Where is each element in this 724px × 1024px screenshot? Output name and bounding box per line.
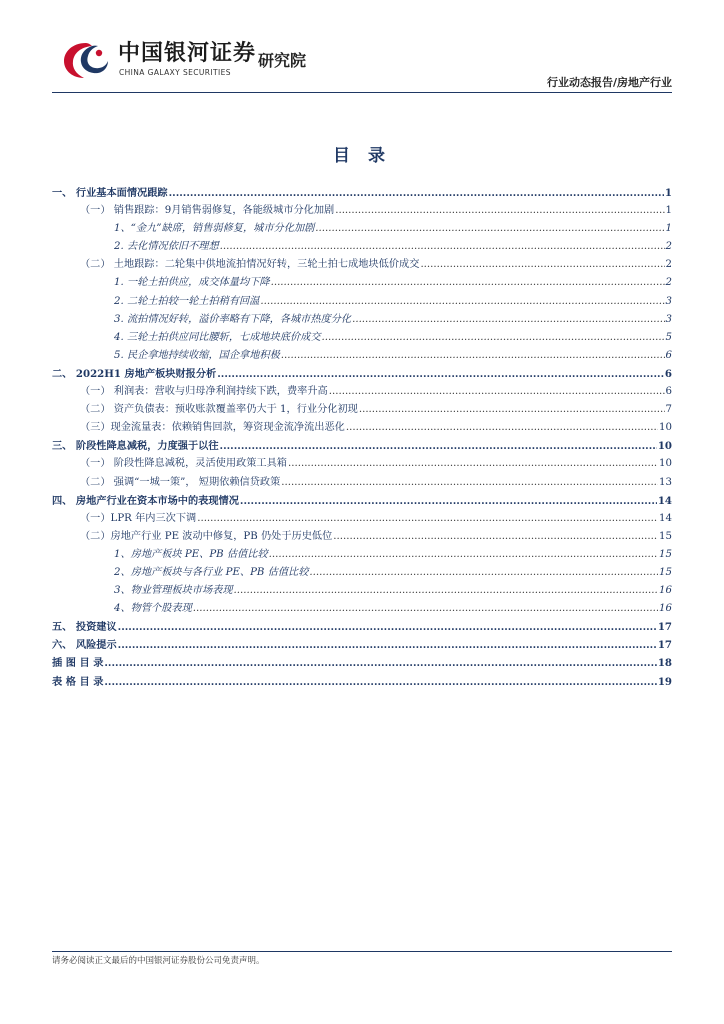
toc-entry-label: （三）现金流量表：依赖销售回款，筹资现金流净流出恶化 — [80, 422, 345, 434]
toc-entry-level2[interactable] — [52, 256, 672, 274]
toc-entry-level2[interactable] — [52, 419, 672, 437]
toc-entry-level3[interactable] — [52, 293, 672, 311]
toc-entry-page-number: 6 — [665, 386, 672, 398]
report-type: 行业动态报告/房地产行业 — [546, 76, 672, 89]
toc-entry-page-number: 17 — [657, 621, 672, 634]
toc-entry-page-number: 19 — [657, 675, 672, 688]
toc-entry-page-number: 1 — [664, 187, 672, 199]
toc-entry-level2[interactable] — [52, 401, 672, 419]
toc-entry-page-number: 1 — [665, 205, 672, 217]
toc-entry-label: （一） 阶段性降息减税，灵活使用政策工具箱 — [80, 458, 287, 470]
toc-dot-leader — [220, 437, 657, 455]
toc-entry-page-number: 2 — [665, 277, 672, 289]
toc-dot-leader — [234, 582, 658, 600]
toc-entry-page-number: 14 — [659, 512, 672, 524]
toc-dot-leader — [352, 311, 664, 329]
toc-dot-leader — [104, 654, 656, 672]
toc-entry-level2[interactable] — [52, 474, 672, 492]
toc-dot-leader — [217, 365, 664, 383]
toc-entry-page-number: 15 — [659, 566, 672, 578]
toc-entry-level3[interactable] — [52, 311, 672, 329]
toc-entry-label: 2. 去化情况依旧不理想 — [114, 241, 219, 253]
toc-dot-leader — [420, 256, 664, 274]
toc-dot-leader — [269, 546, 658, 564]
toc-entry-page-number: 2 — [665, 259, 672, 271]
page-header — [0, 0, 724, 92]
toc-entry-label: 四、 房地产行业在资本市场中的表现情况 — [52, 494, 239, 507]
toc-dot-leader — [322, 329, 665, 347]
toc-entry-label: （二） 资产负债表：预收账款覆盖率仍大于 1，行业分化初现 — [80, 404, 358, 416]
toc-entry-page-number: 3 — [665, 313, 672, 325]
toc-dot-leader — [197, 510, 658, 528]
toc-entry-level3[interactable] — [52, 238, 672, 256]
toc-entry-page-number: 10 — [659, 422, 672, 434]
toc-entry-level1[interactable] — [52, 673, 672, 691]
toc-dot-leader — [193, 600, 658, 618]
toc-entry-page-number: 15 — [659, 530, 672, 542]
toc-entry-level2[interactable] — [52, 510, 672, 528]
toc-entry-page-number: 5 — [665, 331, 672, 343]
toc-entry-page-number: 2 — [665, 241, 672, 253]
toc-dot-leader — [118, 636, 657, 654]
toc-entry-level3[interactable] — [52, 546, 672, 564]
toc-entry-label: 三、 阶段性降息减税，力度强于以往 — [52, 440, 219, 453]
toc-dot-leader — [281, 474, 658, 492]
toc-dot-leader — [271, 274, 665, 292]
galaxy-logo-icon — [62, 40, 110, 80]
toc-entry-level2[interactable] — [52, 528, 672, 546]
toc-entry-label: 表 格 目 录 — [52, 675, 104, 688]
toc-entry-page-number: 6 — [664, 367, 672, 380]
toc-dot-leader — [220, 238, 665, 256]
toc-entry-level3[interactable] — [52, 564, 672, 582]
toc-entry-level3[interactable] — [52, 582, 672, 600]
toc-entry-label: （一）LPR 年内三次下调 — [80, 512, 197, 524]
toc-entry-page-number: 10 — [657, 440, 672, 453]
toc-entry-level3[interactable] — [52, 347, 672, 365]
toc-entry-page-number: 6 — [665, 349, 672, 361]
toc-dot-leader — [281, 347, 665, 365]
brand-name-en: CHINA GALAXY SECURITIES — [119, 68, 231, 77]
toc-dot-leader — [309, 564, 658, 582]
toc-entry-label: 4. 三轮土拍供应同比腰斩，七成地块底价成交 — [114, 331, 321, 343]
toc-entry-label: 4、物管个股表现 — [114, 603, 192, 615]
toc-entry-page-number: 7 — [665, 404, 672, 416]
toc-dot-leader — [169, 184, 664, 202]
toc-entry-level1[interactable] — [52, 365, 672, 383]
toc-entry-level2[interactable] — [52, 455, 672, 473]
toc-entry-label: 2. 二轮土拍较一轮土拍稍有回温 — [114, 295, 260, 307]
header-divider — [52, 92, 672, 93]
toc-entry-label: 1、“金九”缺席，销售弱修复，城市分化加剧 — [114, 223, 315, 235]
toc-entry-page-number: 15 — [659, 548, 672, 560]
toc-entry-page-number: 3 — [665, 295, 672, 307]
toc-entry-label: 3、物业管理板块市场表现 — [114, 585, 233, 597]
brand-subtitle: 研究院 — [258, 51, 307, 70]
toc-entry-label: （二）房地产行业 PE 波动中修复，PB 仍处于历史低位 — [80, 530, 333, 542]
toc-dot-leader — [118, 618, 657, 636]
toc-dot-leader — [288, 455, 658, 473]
toc-entry-label: 插 图 目 录 — [52, 657, 104, 670]
toc-dot-leader — [240, 492, 657, 510]
toc-dot-leader — [335, 202, 664, 220]
toc-entry-label: （二） 强调“一城一策”， 短期依赖信贷政策 — [80, 476, 281, 488]
toc-entry-label: （一） 利润表：营收与归母净利润持续下跌，费率升高 — [80, 386, 328, 398]
toc-dot-leader — [315, 220, 664, 238]
toc-entry-label: （一） 销售跟踪：9月销售弱修复，各能级城市分化加剧 — [80, 205, 335, 217]
toc-entry-level1[interactable] — [52, 618, 672, 636]
toc-dot-leader — [359, 401, 665, 419]
toc-entry-level1[interactable] — [52, 437, 672, 455]
toc-entry-label: 3. 流拍情况好转，溢价率略有下降，各城市热度分化 — [114, 313, 352, 325]
toc-entry-label: 五、 投资建议 — [52, 621, 117, 634]
toc-entry-level3[interactable] — [52, 600, 672, 618]
toc-entry-page-number: 18 — [657, 657, 672, 670]
toc-entry-label: 六、 风险提示 — [52, 639, 117, 652]
toc-title: 目 录 — [333, 146, 391, 166]
toc-dot-leader — [333, 528, 658, 546]
toc-dot-leader — [104, 673, 656, 691]
toc-dot-leader — [346, 419, 658, 437]
toc-entry-page-number: 14 — [657, 494, 672, 507]
toc-entry-page-number: 17 — [657, 639, 672, 652]
brand-name-cn: 中国银河证券 — [118, 41, 257, 66]
toc-entry-label: 2、房地产板块与各行业 PE、PB 估值比较 — [114, 566, 309, 578]
toc-entry-page-number: 13 — [659, 476, 672, 488]
toc-entry-level3[interactable] — [52, 220, 672, 238]
footer-disclaimer: 请务必阅读正文最后的中国银河证券股份公司免责声明。 — [52, 956, 265, 966]
toc-entry-label: 5. 民企拿地持续收缩，国企拿地积极 — [114, 349, 280, 361]
toc-entry-level1[interactable] — [52, 492, 672, 510]
toc-entry-level2[interactable] — [52, 202, 672, 220]
toc-entry-level1[interactable] — [52, 184, 672, 202]
toc-entry-page-number: 16 — [659, 603, 672, 615]
toc-entry-level3[interactable] — [52, 274, 672, 292]
table-of-contents — [52, 184, 672, 691]
toc-entry-page-number: 16 — [659, 585, 672, 597]
footer-divider — [52, 951, 672, 952]
toc-entry-level2[interactable] — [52, 383, 672, 401]
toc-entry-page-number: 10 — [659, 458, 672, 470]
toc-dot-leader — [260, 293, 664, 311]
toc-entry-label: 1. 一轮土拍供应，成交体量均下降 — [114, 277, 270, 289]
toc-entry-level1[interactable] — [52, 654, 672, 672]
toc-dot-leader — [329, 383, 665, 401]
toc-entry-label: 二、 2022H1 房地产板块财报分析 — [52, 367, 217, 380]
toc-entry-label: 一、 行业基本面情况跟踪 — [52, 187, 168, 199]
toc-entry-page-number: 1 — [665, 223, 672, 235]
toc-entry-level3[interactable] — [52, 329, 672, 347]
toc-entry-label: 1、房地产板块 PE、PB 估值比较 — [114, 548, 268, 560]
toc-entry-level1[interactable] — [52, 636, 672, 654]
toc-entry-label: （二） 土地跟踪：二轮集中供地流拍情况好转，三轮土拍七成地块低价成交 — [80, 259, 420, 271]
